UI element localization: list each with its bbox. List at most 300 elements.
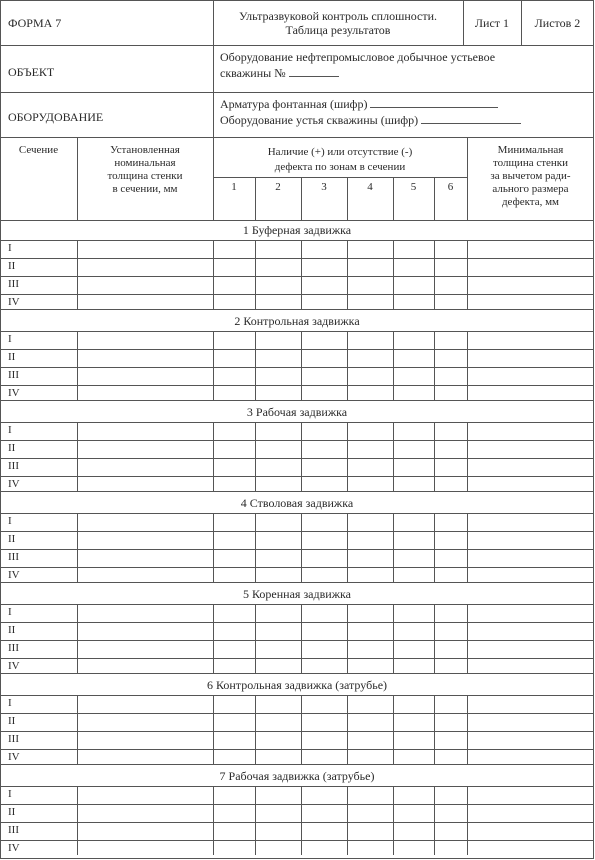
- cell-divider: [255, 422, 256, 440]
- row-label-3-1: I: [8, 424, 12, 436]
- cell-divider: [301, 440, 302, 458]
- table-row-divider: [0, 440, 594, 441]
- cell-divider: [77, 749, 78, 764]
- cell-divider: [301, 240, 302, 258]
- col-section-header: Сечение: [18, 144, 59, 156]
- group-title-divider: [0, 786, 594, 787]
- cell-divider: [467, 822, 468, 840]
- row-label-6-2: II: [8, 715, 16, 727]
- cell-divider: [434, 567, 435, 582]
- row-label-1-3: III: [8, 278, 19, 290]
- cell-divider: [393, 531, 394, 549]
- cell-divider: [213, 713, 214, 731]
- cell-divider: [77, 840, 78, 855]
- wellhead-equipment-field: [421, 112, 521, 124]
- cell-divider: [434, 385, 435, 400]
- cell-divider: [255, 822, 256, 840]
- cell-divider: [213, 367, 214, 385]
- cell-divider: [347, 840, 348, 855]
- table-row-divider: [0, 309, 594, 310]
- table-row-divider: [0, 764, 594, 765]
- cell-divider: [347, 549, 348, 567]
- equipment-line1: [220, 96, 498, 111]
- cell-divider: [213, 731, 214, 749]
- header-divider: [467, 137, 468, 220]
- object-text-line2: [220, 65, 339, 80]
- cell-divider: [393, 622, 394, 640]
- cell-divider: [77, 458, 78, 476]
- cell-divider: [467, 531, 468, 549]
- group-title-divider: [0, 422, 594, 423]
- table-row-divider: [0, 294, 594, 295]
- cell-divider: [213, 294, 214, 309]
- cell-divider: [77, 422, 78, 440]
- cell-divider: [434, 749, 435, 764]
- row-label-5-3: III: [8, 642, 19, 654]
- table-row-divider: [0, 713, 594, 714]
- well-number-field: [289, 65, 339, 77]
- cell-divider: [434, 804, 435, 822]
- cell-divider: [77, 240, 78, 258]
- row-label-4-4: IV: [8, 569, 20, 581]
- cell-divider: [213, 349, 214, 367]
- table-row-divider: [0, 822, 594, 823]
- cell-divider: [77, 658, 78, 673]
- row-label-3-3: III: [8, 460, 19, 472]
- table-row-divider: [0, 731, 594, 732]
- cell-divider: [467, 549, 468, 567]
- col-thickness-header-3: толщина стенки: [107, 170, 183, 182]
- cell-divider: [347, 440, 348, 458]
- row-label-4-3: III: [8, 551, 19, 563]
- cell-divider: [434, 731, 435, 749]
- header-divider: [77, 137, 78, 220]
- cell-divider: [434, 476, 435, 491]
- cell-divider: [213, 786, 214, 804]
- well-number-label: скважины №: [220, 66, 286, 80]
- col-presence-header-1: Наличие (+) или отсутствие (-): [267, 146, 413, 158]
- cell-divider: [347, 804, 348, 822]
- object-text-line1: Оборудование нефтепромысловое добычное устьевое: [220, 50, 496, 64]
- zone-header-1: 1: [231, 181, 237, 193]
- cell-divider: [434, 695, 435, 713]
- table-row-divider: [0, 582, 594, 583]
- cell-divider: [255, 640, 256, 658]
- cell-divider: [347, 567, 348, 582]
- cell-divider: [393, 349, 394, 367]
- cell-divider: [393, 549, 394, 567]
- cell-divider: [77, 440, 78, 458]
- cell-divider: [434, 822, 435, 840]
- cell-divider: [347, 622, 348, 640]
- object-label: ОБЪЕКТ: [8, 65, 55, 79]
- cell-divider: [434, 276, 435, 294]
- cell-divider: [77, 695, 78, 713]
- col-min-thickness-header-3: за вычетом ради-: [490, 170, 571, 182]
- cell-divider: [393, 276, 394, 294]
- cell-divider: [77, 604, 78, 622]
- cell-divider: [434, 258, 435, 276]
- cell-divider: [255, 276, 256, 294]
- cell-divider: [434, 713, 435, 731]
- col-min-thickness-header-5: дефекта, мм: [501, 196, 560, 208]
- cell-divider: [467, 440, 468, 458]
- zone-header-6: 6: [447, 181, 454, 193]
- group-title-divider: [0, 695, 594, 696]
- cell-divider: [467, 658, 468, 673]
- cell-divider: [213, 513, 214, 531]
- cell-divider: [301, 640, 302, 658]
- cell-divider: [255, 622, 256, 640]
- cell-divider: [467, 458, 468, 476]
- cell-divider: [347, 276, 348, 294]
- cell-divider: [434, 604, 435, 622]
- cell-divider: [467, 604, 468, 622]
- cell-divider: [467, 713, 468, 731]
- cell-divider: [255, 367, 256, 385]
- cell-divider: [255, 531, 256, 549]
- cell-divider: [213, 622, 214, 640]
- col-thickness-header-1: Установленная: [110, 144, 180, 156]
- cell-divider: [213, 240, 214, 258]
- cell-divider: [347, 367, 348, 385]
- cell-divider: [347, 294, 348, 309]
- cell-divider: [301, 349, 302, 367]
- equipment-label: ОБОРУДОВАНИЕ: [8, 110, 104, 124]
- cell-divider: [77, 786, 78, 804]
- header-divider: [255, 177, 256, 220]
- cell-divider: [393, 331, 394, 349]
- cell-divider: [213, 276, 214, 294]
- row-label-5-4: IV: [8, 660, 20, 672]
- cell-divider: [393, 640, 394, 658]
- cell-divider: [393, 458, 394, 476]
- cell-divider: [255, 440, 256, 458]
- cell-divider: [301, 549, 302, 567]
- equipment-line2: [220, 112, 521, 127]
- group-title-3: 3 Рабочая задвижка: [246, 405, 348, 419]
- cell-divider: [393, 749, 394, 764]
- zone-header-3: 3: [321, 181, 327, 193]
- cell-divider: [213, 531, 214, 549]
- row-label-3-4: IV: [8, 478, 20, 490]
- sheets-total: Листов 2: [534, 16, 581, 30]
- cell-divider: [77, 822, 78, 840]
- cell-divider: [393, 422, 394, 440]
- cell-divider: [467, 749, 468, 764]
- cell-divider: [77, 513, 78, 531]
- cell-divider: [77, 367, 78, 385]
- cell-divider: [255, 385, 256, 400]
- cell-divider: [301, 840, 302, 855]
- cell-divider: [301, 713, 302, 731]
- header-divider: [347, 177, 348, 220]
- col-thickness-header-2: номинальная: [114, 157, 176, 169]
- cell-divider: [213, 640, 214, 658]
- cell-divider: [213, 258, 214, 276]
- cell-divider: [347, 604, 348, 622]
- cell-divider: [347, 731, 348, 749]
- cell-divider: [77, 567, 78, 582]
- row-label-4-2: II: [8, 533, 16, 545]
- cell-divider: [393, 240, 394, 258]
- cell-divider: [213, 804, 214, 822]
- cell-divider: [77, 331, 78, 349]
- cell-divider: [434, 422, 435, 440]
- cell-divider: [213, 549, 214, 567]
- cell-divider: [434, 531, 435, 549]
- cell-divider: [255, 604, 256, 622]
- group-title-6: 6 Контрольная задвижка (затрубье): [206, 678, 388, 692]
- zone-header-5: 5: [410, 181, 417, 193]
- cell-divider: [77, 713, 78, 731]
- row-label-2-3: III: [8, 369, 19, 381]
- cell-divider: [434, 513, 435, 531]
- cell-divider: [347, 513, 348, 531]
- header-divider: [301, 177, 302, 220]
- cell-divider: [213, 822, 214, 840]
- cell-divider: [213, 658, 214, 673]
- cell-divider: [467, 622, 468, 640]
- table-row-divider: [0, 367, 594, 368]
- group-title-divider: [0, 240, 594, 241]
- cell-divider: [77, 476, 78, 491]
- cell-divider: [393, 658, 394, 673]
- cell-divider: [434, 640, 435, 658]
- cell-divider: [255, 786, 256, 804]
- row-label-6-3: III: [8, 733, 19, 745]
- form-number: ФОРМА 7: [8, 16, 62, 30]
- cell-divider: [434, 658, 435, 673]
- row-label-1-1: I: [8, 242, 12, 254]
- row-label-1-2: II: [8, 260, 16, 272]
- cell-divider: [393, 804, 394, 822]
- cell-divider: [467, 786, 468, 804]
- cell-divider: [213, 604, 214, 622]
- cell-divider: [467, 422, 468, 440]
- cell-divider: [467, 240, 468, 258]
- cell-divider: [393, 258, 394, 276]
- table-row-divider: [0, 531, 594, 532]
- cell-divider: [347, 422, 348, 440]
- cell-divider: [77, 258, 78, 276]
- cell-divider: [255, 513, 256, 531]
- row-label-1-4: IV: [8, 296, 20, 308]
- cell-divider: [255, 458, 256, 476]
- cell-divider: [393, 786, 394, 804]
- cell-divider: [77, 385, 78, 400]
- row-label-5-1: I: [8, 606, 12, 618]
- table-row-divider: [0, 549, 594, 550]
- row-label-6-4: IV: [8, 751, 20, 763]
- cell-divider: [255, 749, 256, 764]
- cell-divider: [301, 294, 302, 309]
- group-title-1: 1 Буферная задвижка: [242, 223, 352, 237]
- group-title-divider: [0, 604, 594, 605]
- group-title-2: 2 Контрольная задвижка: [234, 314, 360, 328]
- table-row-divider: [0, 276, 594, 277]
- table-row-divider: [0, 640, 594, 641]
- cell-divider: [255, 713, 256, 731]
- table-row-divider: [0, 458, 594, 459]
- cell-divider: [301, 786, 302, 804]
- col-thickness-header-4: в сечении, мм: [112, 183, 178, 195]
- cell-divider: [467, 294, 468, 309]
- cell-divider: [393, 713, 394, 731]
- table-row-divider: [0, 622, 594, 623]
- cell-divider: [301, 458, 302, 476]
- cell-divider: [434, 840, 435, 855]
- table-row-divider: [0, 385, 594, 386]
- cell-divider: [213, 840, 214, 855]
- cell-divider: [77, 276, 78, 294]
- row-label-7-4: IV: [8, 842, 20, 854]
- cell-divider: [301, 695, 302, 713]
- cell-divider: [213, 385, 214, 400]
- cell-divider: [213, 331, 214, 349]
- cell-divider: [434, 549, 435, 567]
- table-row-divider: [0, 840, 594, 841]
- fountain-fitting-field: [370, 96, 498, 108]
- cell-divider: [77, 294, 78, 309]
- group-title-5: 5 Коренная задвижка: [243, 587, 351, 601]
- cell-divider: [393, 604, 394, 622]
- cell-divider: [213, 749, 214, 764]
- cell-divider: [301, 385, 302, 400]
- cell-divider: [213, 440, 214, 458]
- cell-divider: [213, 458, 214, 476]
- header-divider: [393, 177, 394, 220]
- cell-divider: [347, 713, 348, 731]
- group-title-divider: [0, 331, 594, 332]
- cell-divider: [255, 658, 256, 673]
- cell-divider: [434, 294, 435, 309]
- cell-divider: [255, 258, 256, 276]
- row-label-2-4: IV: [8, 387, 20, 399]
- cell-divider: [467, 349, 468, 367]
- cell-divider: [347, 531, 348, 549]
- cell-divider: [393, 731, 394, 749]
- cell-divider: [301, 422, 302, 440]
- zone-header-4: 4: [367, 181, 373, 193]
- cell-divider: [301, 822, 302, 840]
- cell-divider: [393, 513, 394, 531]
- cell-divider: [467, 276, 468, 294]
- col-min-thickness-header-2: толщина стенки: [492, 157, 569, 169]
- cell-divider: [347, 331, 348, 349]
- table-row-divider: [0, 258, 594, 259]
- cell-divider: [467, 840, 468, 855]
- cell-divider: [255, 567, 256, 582]
- cell-divider: [467, 476, 468, 491]
- table-row-divider: [0, 658, 594, 659]
- cell-divider: [213, 476, 214, 491]
- cell-divider: [393, 385, 394, 400]
- cell-divider: [434, 786, 435, 804]
- report-title-line1: Ультразвуковой контроль сплошности.: [238, 9, 438, 23]
- row-label-7-2: II: [8, 806, 16, 818]
- header-divider: [213, 137, 214, 220]
- cell-divider: [301, 567, 302, 582]
- row-label-2-2: II: [8, 351, 16, 363]
- cell-divider: [301, 749, 302, 764]
- cell-divider: [213, 567, 214, 582]
- cell-divider: [301, 622, 302, 640]
- cell-divider: [77, 349, 78, 367]
- cell-divider: [255, 331, 256, 349]
- cell-divider: [467, 258, 468, 276]
- cell-divider: [77, 640, 78, 658]
- table-row-divider: [0, 567, 594, 568]
- table-row-divider: [0, 749, 594, 750]
- cell-divider: [255, 240, 256, 258]
- cell-divider: [393, 476, 394, 491]
- row-label-6-1: I: [8, 697, 12, 709]
- cell-divider: [255, 349, 256, 367]
- col-min-thickness-header-1: Минимальная: [497, 144, 564, 156]
- table-row-divider: [0, 349, 594, 350]
- table-row-divider: [0, 476, 594, 477]
- row-label-2-1: I: [8, 333, 12, 345]
- cell-divider: [301, 276, 302, 294]
- cell-divider: [255, 549, 256, 567]
- cell-divider: [347, 695, 348, 713]
- cell-divider: [393, 695, 394, 713]
- cell-divider: [301, 658, 302, 673]
- cell-divider: [467, 513, 468, 531]
- cell-divider: [347, 786, 348, 804]
- cell-divider: [434, 458, 435, 476]
- cell-divider: [301, 604, 302, 622]
- cell-divider: [301, 804, 302, 822]
- row-label-7-1: I: [8, 788, 12, 800]
- cell-divider: [347, 822, 348, 840]
- cell-divider: [467, 804, 468, 822]
- cell-divider: [301, 513, 302, 531]
- cell-divider: [393, 367, 394, 385]
- cell-divider: [347, 476, 348, 491]
- cell-divider: [467, 367, 468, 385]
- cell-divider: [301, 258, 302, 276]
- cell-divider: [467, 695, 468, 713]
- cell-divider: [347, 240, 348, 258]
- cell-divider: [301, 531, 302, 549]
- row-label-7-3: III: [8, 824, 19, 836]
- cell-divider: [393, 822, 394, 840]
- group-title-divider: [0, 513, 594, 514]
- col-presence-header-2: дефекта по зонам в сечении: [274, 161, 406, 173]
- cell-divider: [255, 731, 256, 749]
- cell-divider: [77, 804, 78, 822]
- cell-divider: [467, 640, 468, 658]
- cell-divider: [467, 331, 468, 349]
- cell-divider: [347, 640, 348, 658]
- cell-divider: [393, 440, 394, 458]
- cell-divider: [255, 476, 256, 491]
- cell-divider: [434, 349, 435, 367]
- fountain-fitting-label: Арматура фонтанная (шифр): [220, 97, 368, 111]
- sheet-number: Лист 1: [474, 16, 510, 30]
- cell-divider: [393, 294, 394, 309]
- cell-divider: [347, 385, 348, 400]
- report-title-line2: Таблица результатов: [285, 23, 391, 37]
- cell-divider: [255, 840, 256, 855]
- cell-divider: [347, 749, 348, 764]
- cell-divider: [77, 731, 78, 749]
- wellhead-equipment-label: Оборудование устья скважины (шифр): [220, 113, 419, 127]
- cell-divider: [467, 385, 468, 400]
- row-label-3-2: II: [8, 442, 16, 454]
